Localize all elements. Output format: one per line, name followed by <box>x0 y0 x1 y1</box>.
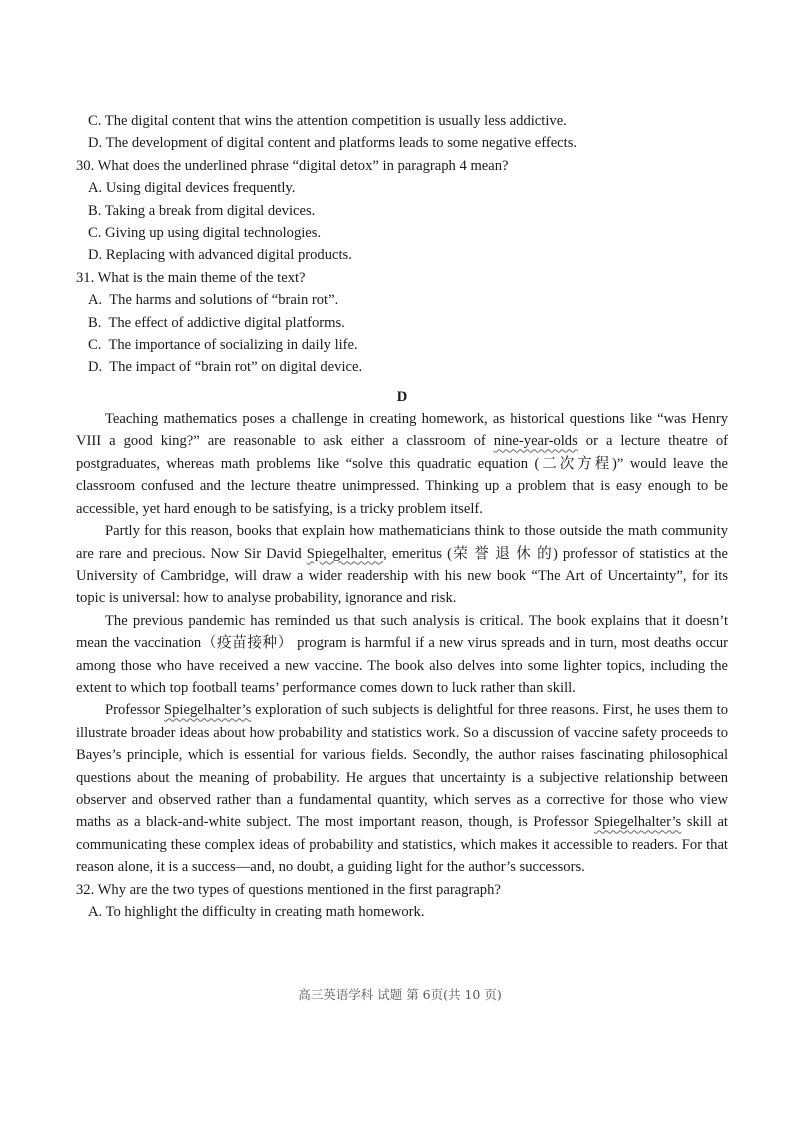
option-text: Using digital devices frequently. <box>105 180 296 197</box>
option-text: To highlight the difficulty in creating math homework. <box>105 904 425 920</box>
underlined-term: Spiegelhalter <box>306 545 384 562</box>
option-text: The digital content that wins the attention competition is usually less addictive. <box>104 113 567 129</box>
option-text: Giving up using digital technologies. <box>105 224 322 241</box>
q31-option-d <box>76 356 728 378</box>
q30-option-c <box>76 222 728 244</box>
paragraph-text: Partly for this reason, books that explain how mathematicians think to those outside the math community are rare and precious. Now Sir David <box>76 523 728 562</box>
q32-option-a <box>76 901 728 923</box>
exam-page <box>76 110 728 923</box>
option-text: The impact of “brain rot” on digital device. <box>109 359 363 376</box>
paragraph-text: Teaching mathematics poses a challenge in creating homework, as historical questions like “was Henry VIII a good king?” are reasonable to ask either a classroom of <box>76 411 728 450</box>
option-label: A. <box>88 180 103 197</box>
option-text: The harms and solutions of “brain rot”. <box>109 292 339 309</box>
option-text: Taking a break from digital devices. <box>104 202 316 219</box>
option-label: B. <box>88 314 102 331</box>
option-text: The development of digital content and platforms leads to some negative effects. <box>105 135 578 152</box>
paragraph-text: , emeritus (荣 誉 退 休 的) professor of statistics at the University of Cambridge, will draw a wider readership with his new book “The Art of Uncertainty”, for its topic is universal: how to analyse probability, ignorance and risk. <box>76 545 729 607</box>
q29-option-c <box>76 110 728 132</box>
paragraph-text: skill at communicating these complex ideas of probability and statistics, which makes it accessible to readers. For that reason alone, it is a success—and, no doubt, a guiding light for the author’s successors. <box>76 814 728 876</box>
option-label: C. <box>88 336 102 353</box>
option-label: D. <box>88 247 103 264</box>
page-footer: 高三英语学科 试题 第 6页(共 10 页) <box>298 987 502 1002</box>
option-label: A. <box>88 904 103 920</box>
q31-option-c <box>76 334 728 356</box>
q32-stem: 32. Why are the two types of questions mentioned in the first paragraph? <box>76 881 501 898</box>
q31-option-b <box>76 312 728 334</box>
option-text: Replacing with advanced digital products. <box>105 247 352 264</box>
option-label: A. <box>88 292 103 309</box>
underlined-term: nine-year-olds <box>493 433 578 450</box>
paragraph-2 <box>76 520 728 610</box>
option-label: D. <box>88 359 103 376</box>
underlined-term: Spiegelhalter’s <box>593 814 682 831</box>
paragraph-text: exploration of such subjects is delightful for three reasons. First, he uses them to illustrate broader ideas about how probability and statistics work. So a discussion of vaccine safety proceeds to Bayes’s principle, which is essential for various fields. Secondly, the author raises fascinating philosophical questions about the meaning of probability. He argues that uncertainty is a subjective relationship between observer and observed rather than a fundamental quantity, which serves as a corrective for those who view maths as a black-and-white subject. The most important reason, though, is Professor <box>76 702 728 831</box>
option-label: D. <box>88 135 103 152</box>
q31-stem: 31. What is the main theme of the text? <box>76 269 306 286</box>
q30-stem: 30. What does the underlined phrase “digital detox” in paragraph 4 mean? <box>76 157 509 174</box>
paragraph-text: Professor <box>105 702 165 719</box>
paragraph-text: or a lecture theatre of postgraduates, whereas math problems like “solve this quadratic equation (二次方程)” would leave the classroom confused and the lecture theatre unimpressed. Thinking up a problem that is easy enough to be accessible, yet hard enough to be satisfying, is a tricky problem itself. <box>76 433 728 517</box>
underlined-term: Spiegelhalter’s <box>164 702 252 719</box>
q30-option-b <box>76 200 728 222</box>
option-label: C. <box>88 224 102 241</box>
q31-option-a <box>76 289 728 311</box>
option-label: B. <box>88 202 102 219</box>
q30-option-a <box>76 177 728 199</box>
paragraph-4 <box>76 699 728 878</box>
option-text: The effect of addictive digital platforms. <box>108 314 345 331</box>
q30-option-d <box>76 244 728 266</box>
paragraph-1 <box>76 408 728 520</box>
option-label: C. <box>88 113 102 129</box>
option-text: The importance of socializing in daily life. <box>108 336 358 353</box>
paragraph-3: The previous pandemic has reminded us that such analysis is critical. The book explains that it doesn’t mean the vaccination（疫苗接种） program is harmful if a new virus spreads and in turn, most deaths occur among those who have received a new vaccine. The book also delves into some lighter topics, including the extent to which top football teams’ performance comes down to luck rather than skill. <box>76 612 728 696</box>
section-heading: D <box>396 388 408 405</box>
q29-option-d <box>76 132 728 154</box>
